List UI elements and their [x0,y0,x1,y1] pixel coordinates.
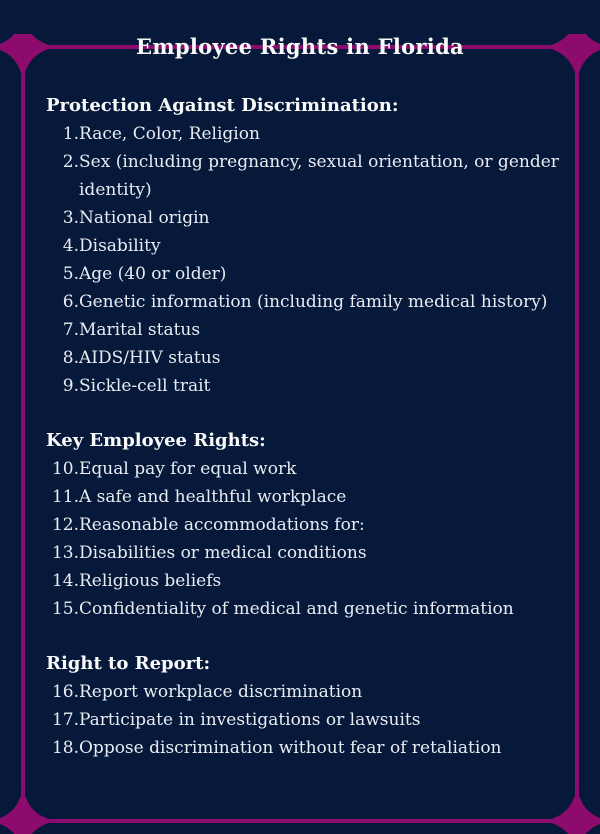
section-heading: Right to Report: [46,653,211,674]
item-number: 12. [51,515,79,535]
numbered-list [46,120,560,400]
page-title: Employee Rights in Florida [136,34,464,59]
item-number: 6. [62,292,79,312]
numbered-list [46,455,560,623]
list-item [46,455,560,483]
item-text: Marital status [79,320,201,340]
list-item [46,706,560,734]
item-text: Race, Color, Religion [79,124,260,144]
item-text: Sex (including pregnancy, sexual orientation, or gender identity) [79,152,559,200]
list-item [46,511,560,539]
list-item [46,483,560,511]
list-item [46,595,560,623]
item-text: Genetic information (including family medical history) [79,292,548,312]
item-text: Participate in investigations or lawsuits [79,710,421,730]
item-number: 18. [51,738,79,758]
item-number: 15. [51,599,79,619]
section-heading: Protection Against Discrimination: [46,95,399,116]
item-text: Reasonable accommodations for: [79,515,365,535]
item-text: Report workplace discrimination [79,682,363,702]
list-item [46,734,560,762]
list-item [46,344,560,372]
item-text: Age (40 or older) [79,264,227,284]
item-number: 16. [51,682,79,702]
item-number: 8. [62,348,79,368]
list-item [46,204,560,232]
item-number: 5. [62,264,79,284]
item-number: 1. [62,124,79,144]
poster-content [46,92,560,762]
section-heading: Key Employee Rights: [46,430,266,451]
numbered-list [46,678,560,762]
list-item [46,539,560,567]
list-item [46,372,560,400]
item-number: 7. [62,320,79,340]
item-text: Confidentiality of medical and genetic information [79,599,514,619]
list-item [46,567,560,595]
list-item [46,120,560,148]
item-number: 3. [62,208,79,228]
item-text: Disability [79,236,161,256]
item-number: 11. [51,487,79,507]
item-number: 4. [62,236,79,256]
section-right-to-report [46,650,560,762]
item-number: 14. [51,571,79,591]
list-item [46,260,560,288]
item-text: Sickle-cell trait [79,376,211,396]
item-text: AIDS/HIV status [79,348,221,368]
section-protection-against-discrimination [46,92,560,400]
item-text: Equal pay for equal work [79,459,297,479]
list-item [46,288,560,316]
item-number: 17. [51,710,79,730]
item-text: A safe and healthful workplace [79,487,347,507]
item-text: Religious beliefs [79,571,222,591]
item-text: Oppose discrimination without fear of retaliation [79,738,502,758]
item-number: 10. [51,459,79,479]
item-text: National origin [79,208,210,228]
list-item [46,148,560,204]
list-item [46,678,560,706]
item-text: Disabilities or medical conditions [79,543,367,563]
item-number: 9. [62,376,79,396]
poster-page [0,34,600,834]
item-number: 2. [62,152,79,172]
section-key-employee-rights [46,427,560,623]
item-number: 13. [51,543,79,563]
list-item [46,232,560,260]
list-item [46,316,560,344]
